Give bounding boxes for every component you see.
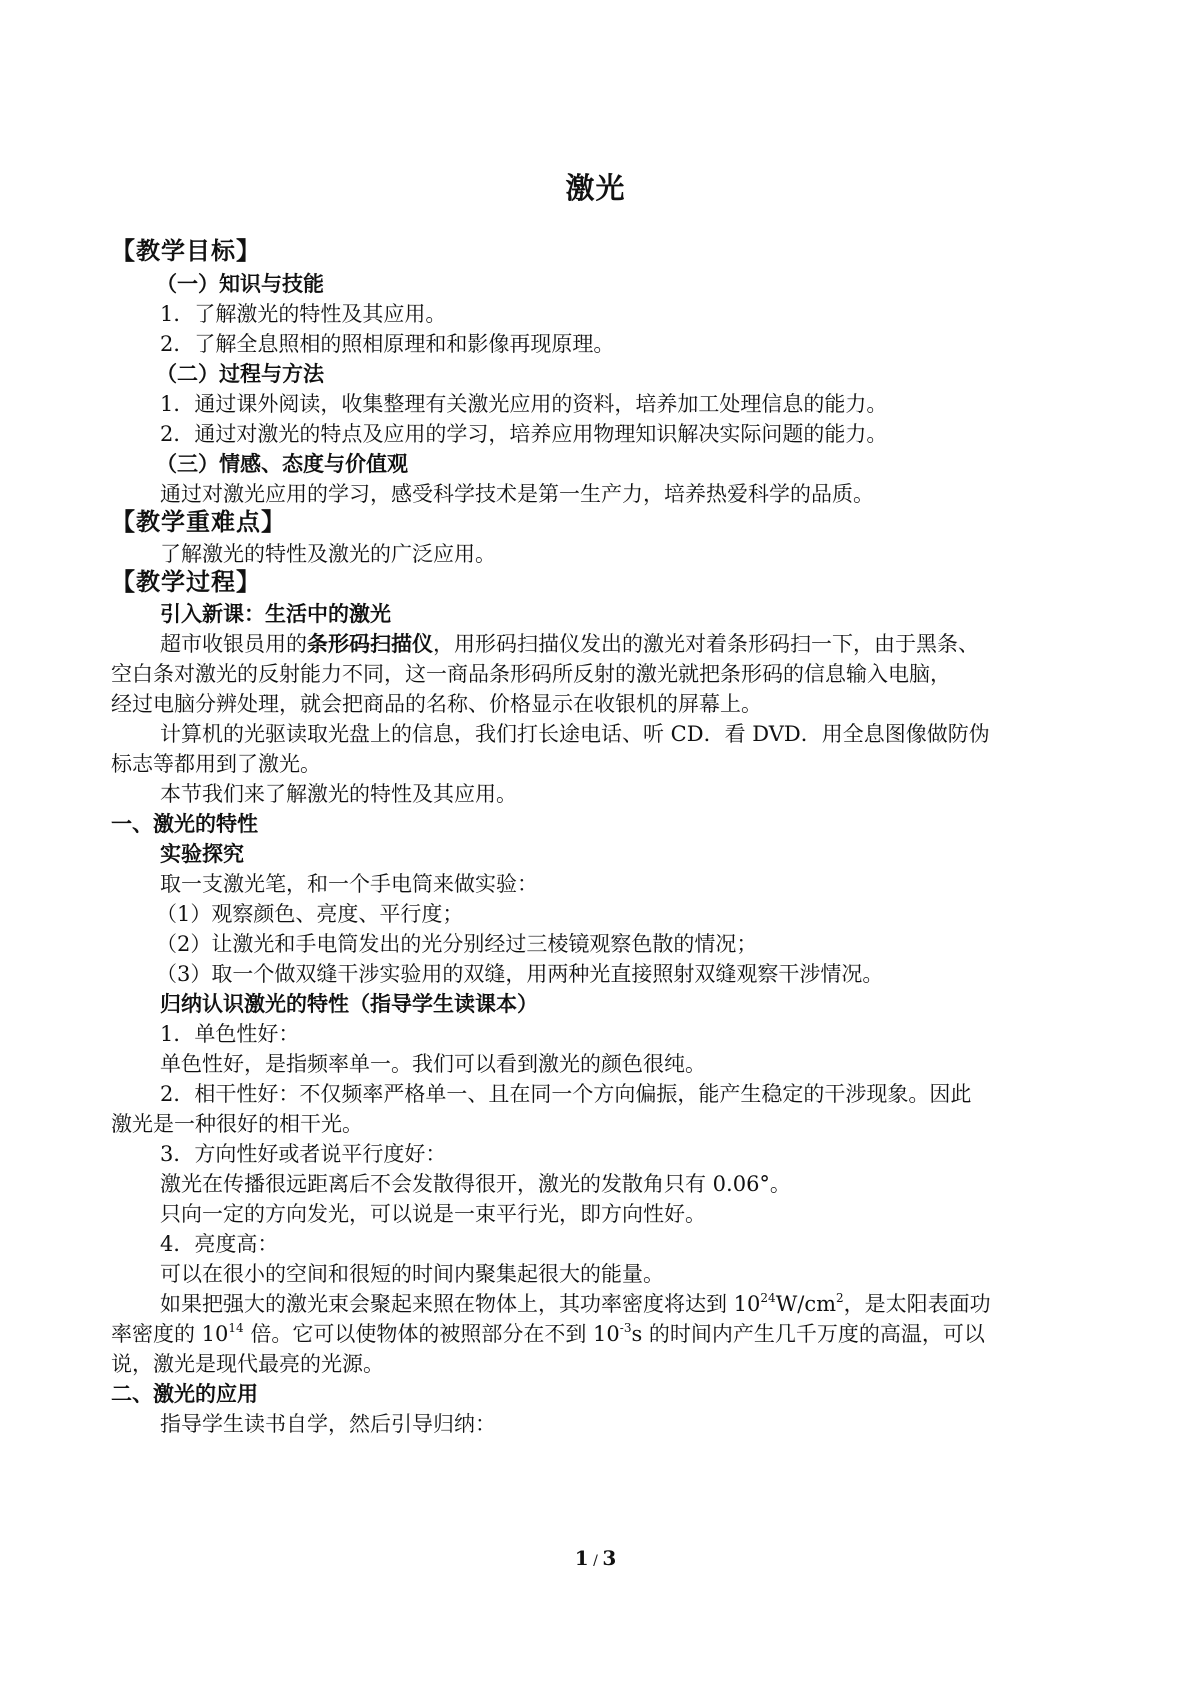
- lesson-intro-text: 本节我们来了解激光的特性及其应用。: [160, 782, 517, 806]
- intro-paragraph-line: [160, 630, 979, 658]
- summary-heading: 归纳认识激光的特性（指导学生读课本）: [160, 992, 538, 1016]
- property-2-text: 激光是一种很好的相干光。: [111, 1112, 363, 1136]
- intro-heading: 引入新课：生活中的激光: [160, 602, 391, 626]
- property-3-title: 3．方向性好或者说平行度好：: [160, 1142, 447, 1166]
- experiment-step-3: （3）取一个做双缝干涉实验用的双缝，用两种光直接照射双缝观察干涉情况。: [156, 962, 884, 986]
- process-item-2: 2．通过对激光的特点及应用的学习，培养应用物理知识解决实际问题的能力。: [160, 422, 888, 446]
- current-page: 1: [574, 1546, 589, 1570]
- knowledge-item-2: 2．了解全息照相的照相原理和和影像再现原理。: [160, 332, 615, 356]
- intro-paragraph-line: 经过电脑分辨处理，就会把商品的名称、价格显示在收银机的屏幕上。: [111, 692, 762, 716]
- property-1-text: 单色性好，是指频率单一。我们可以看到激光的颜色很纯。: [160, 1052, 706, 1076]
- property-3-text: 只向一定的方向发光，可以说是一束平行光，即方向性好。: [160, 1202, 706, 1226]
- power-text: 率密度的 10: [111, 1322, 229, 1346]
- power-unit: W/cm: [775, 1292, 837, 1316]
- subheading-process: （二）过程与方法: [156, 362, 324, 386]
- property-3-text: 激光在传播很远距离后不会发散得很开，激光的发散角只有 0.06°。: [160, 1172, 791, 1196]
- section-heading-properties: 一、激光的特性: [111, 812, 258, 836]
- cd-paragraph-line: 计算机的光驱读取光盘上的信息，我们打长途电话、听 CD．看 DVD．用全息图像做防伪: [160, 722, 990, 746]
- power-density-line: [111, 1320, 985, 1348]
- page-separator: /: [588, 1553, 603, 1569]
- exponent: 2: [836, 1291, 844, 1305]
- emotion-text: 通过对激光应用的学习，感受科学技术是第一生产力，培养热爱科学的品质。: [160, 482, 874, 506]
- barcode-scanner-term: 条形码扫描仪: [307, 632, 433, 656]
- page-number: [0, 1545, 1191, 1574]
- process-item-1: 1．通过课外阅读，收集整理有关激光应用的资料，培养加工处理信息的能力。: [160, 392, 888, 416]
- intro-text-pre: 超市收银员用的: [160, 632, 307, 656]
- key-points-text: 了解激光的特性及激光的广泛应用。: [160, 542, 496, 566]
- power-text: 如果把强大的激光束会聚起来照在物体上，其功率密度将达到 10: [160, 1292, 761, 1316]
- total-pages: 3: [602, 1546, 617, 1570]
- cd-paragraph-line: 标志等都用到了激光。: [111, 752, 321, 776]
- exponent: 24: [760, 1291, 776, 1305]
- power-density-line: [160, 1290, 991, 1318]
- intro-paragraph-line: 空白条对激光的反射能力不同，这一商品条形码所反射的激光就把条形码的信息输入电脑，: [111, 662, 951, 686]
- power-text: 倍。它可以使物体的被照部分在不到 10: [243, 1322, 620, 1346]
- property-4-title: 4．亮度高：: [160, 1232, 279, 1256]
- experiment-step-2: （2）让激光和手电筒发出的光分别经过三棱镜观察色散的情况；: [156, 932, 758, 956]
- knowledge-item-1: 1．了解激光的特性及其应用。: [160, 302, 447, 326]
- subheading-knowledge: （一）知识与技能: [156, 272, 324, 296]
- power-density-line: 说，激光是现代最亮的光源。: [111, 1352, 384, 1376]
- property-4-text: 可以在很小的空间和很短的时间内聚集起很大的能量。: [160, 1262, 664, 1286]
- section-heading-objectives: 【教学目标】: [111, 237, 261, 265]
- property-1-title: 1．单色性好：: [160, 1022, 300, 1046]
- subheading-emotion: （三）情感、态度与价值观: [156, 452, 408, 476]
- page-title: 激光: [565, 171, 626, 205]
- power-text: s 的时间内产生几千万度的高温，可以: [631, 1322, 985, 1346]
- section-heading-key-points: 【教学重难点】: [111, 508, 286, 536]
- experiment-heading: 实验探究: [160, 842, 244, 866]
- section-heading-applications: 二、激光的应用: [111, 1382, 258, 1406]
- power-text: ，是太阳表面功: [843, 1292, 991, 1316]
- exponent: -3: [619, 1321, 632, 1335]
- exponent: 14: [228, 1321, 244, 1335]
- section-heading-process: 【教学过程】: [111, 568, 261, 596]
- experiment-intro: 取一支激光笔，和一个手电筒来做实验：: [160, 872, 538, 896]
- applications-text: 指导学生读书自学，然后引导归纳：: [160, 1412, 496, 1436]
- property-2-text: 2．相干性好：不仅频率严格单一、且在同一个方向偏振，能产生稳定的干涉现象。因此: [160, 1082, 972, 1106]
- intro-text-post: ，用形码扫描仪发出的激光对着条形码扫一下，由于黑条、: [433, 632, 979, 656]
- experiment-step-1: （1）观察颜色、亮度、平行度；: [156, 902, 464, 926]
